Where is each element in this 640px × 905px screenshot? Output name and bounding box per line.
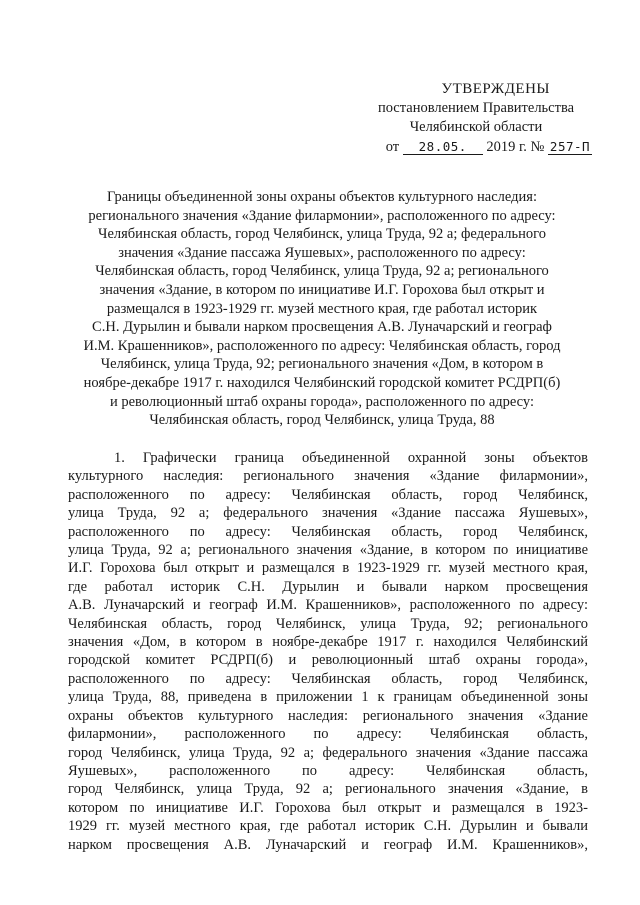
- title-line: и революционный штаб охраны города», расположенного по адресу:: [109, 393, 535, 410]
- document-title: [52, 188, 592, 430]
- title-line: Челябинск, улица Труда, 92; регионального значения «Дом, в котором в: [100, 356, 544, 373]
- paragraph-line: 1929 гг. музей местного края, где работал историк С.Н. Дурылин и бывали: [68, 818, 588, 835]
- paragraph-line: расположенного по адресу: Челябинская область, город Челябинск,: [68, 670, 588, 687]
- title-line: Челябинская область, город Челябинск, улица Труда, 92 а; регионального: [95, 263, 549, 280]
- title-line: значения «Здание, в котором по инициативе И.Г. Горохова был открыт и: [99, 281, 545, 298]
- approval-line-2: Челябинской области: [409, 119, 543, 135]
- paragraph-line: улица Труда, 92 а; регионального значения «Здание, в котором по инициативе: [68, 542, 588, 559]
- approval-block: [360, 80, 592, 157]
- paragraph-line: где работал историк С.Н. Дурылин и бывали нарком просвещения: [68, 578, 588, 595]
- year-text: 2019 г. №: [486, 139, 545, 155]
- paragraph-line: улица Труда, 88, приведена в приложении 1 к границам объединенной зоны: [68, 689, 588, 706]
- title-line: значения «Здание пассажа Яушевых», расположенного по адресу:: [118, 244, 526, 261]
- paragraph-line: котором по инициативе И.Г. Горохова был открыт и размещался в 1923-: [68, 799, 588, 816]
- title-line: И.М. Крашенников», расположенного по адресу: Челябинская область, город: [83, 337, 561, 354]
- paragraph-line: значения «Дом, в котором в ноябре-декабре 1917 г. находился Челябинский: [68, 634, 588, 651]
- paragraph-line: улица Труда, 92 а; федерального значения «Здание пассажа Яушевых»,: [68, 505, 588, 522]
- paragraph-line: расположенного по адресу: Челябинская область, город Челябинск,: [68, 523, 588, 540]
- paragraph-line: городской комитет РСДРП(б) и революционный штаб охраны города»,: [68, 652, 588, 669]
- date-prefix: от: [385, 139, 400, 155]
- paragraph-line: А.В. Луначарский и географ И.М. Крашенников», расположенного по адресу:: [68, 597, 588, 614]
- paragraph-line: охраны объектов культурного наследия: регионального значения «Здание: [68, 707, 588, 724]
- approval-line-1: постановлением Правительства: [377, 100, 575, 116]
- paragraph-line: филармонии», расположенного по адресу: Челябинская область,: [68, 726, 588, 743]
- title-line: Границы объединенной зоны охраны объектов культурного наследия:: [106, 189, 537, 205]
- paragraph-line: расположенного по адресу: Челябинская область, город Челябинск,: [68, 486, 588, 503]
- title-line: размещался в 1923-1929 гг. музей местного края, где работал историк: [106, 300, 538, 317]
- handwritten-number: 257-П: [549, 139, 591, 154]
- handwritten-date: 28.05.: [403, 139, 483, 155]
- title-line: Челябинская область, город Челябинск, улица Труда, 92 а; федерального: [98, 226, 546, 243]
- document-body: [68, 449, 588, 854]
- paragraph-line: Яушевых», расположенного по адресу: Челябинская область,: [68, 762, 588, 779]
- paragraph-line: культурного наследия: регионального значения «Здание филармонии»,: [68, 468, 588, 485]
- paragraph-line: Челябинская область, город Челябинск, улица Труда, 92; регионального: [68, 615, 588, 632]
- paragraph-line: нарком просвещения А.В. Луначарский и географ И.М. Крашенников»,: [68, 836, 588, 853]
- paragraph-line: 1. Графически граница объединенной охранной зоны объектов: [114, 450, 588, 466]
- paragraph-line: город Челябинск, улица Труда, 92 а; федерального значения «Здание пассажа: [68, 744, 588, 761]
- title-line: Челябинская область, город Челябинск, улица Труда, 88: [149, 412, 495, 429]
- title-line: регионального значения «Здание филармонии», расположенного по адресу:: [88, 207, 556, 224]
- paragraph-line: И.Г. Горохова был открыт и размещался в 1923-1929 гг. музей местного края,: [68, 560, 588, 577]
- approval-date-line: [360, 138, 592, 157]
- approval-word: УТВЕРЖДЕНЫ: [441, 81, 550, 97]
- title-line: ноябре-декабре 1917 г. находился Челябинский городской комитет РСДРП(б): [83, 374, 561, 391]
- paragraph-line: город Челябинск, улица Труда, 92 а; регионального значения «Здание, в: [68, 781, 588, 798]
- title-line: С.Н. Дурылин и бывали нарком просвещения А.В. Луначарский и географ: [92, 319, 552, 336]
